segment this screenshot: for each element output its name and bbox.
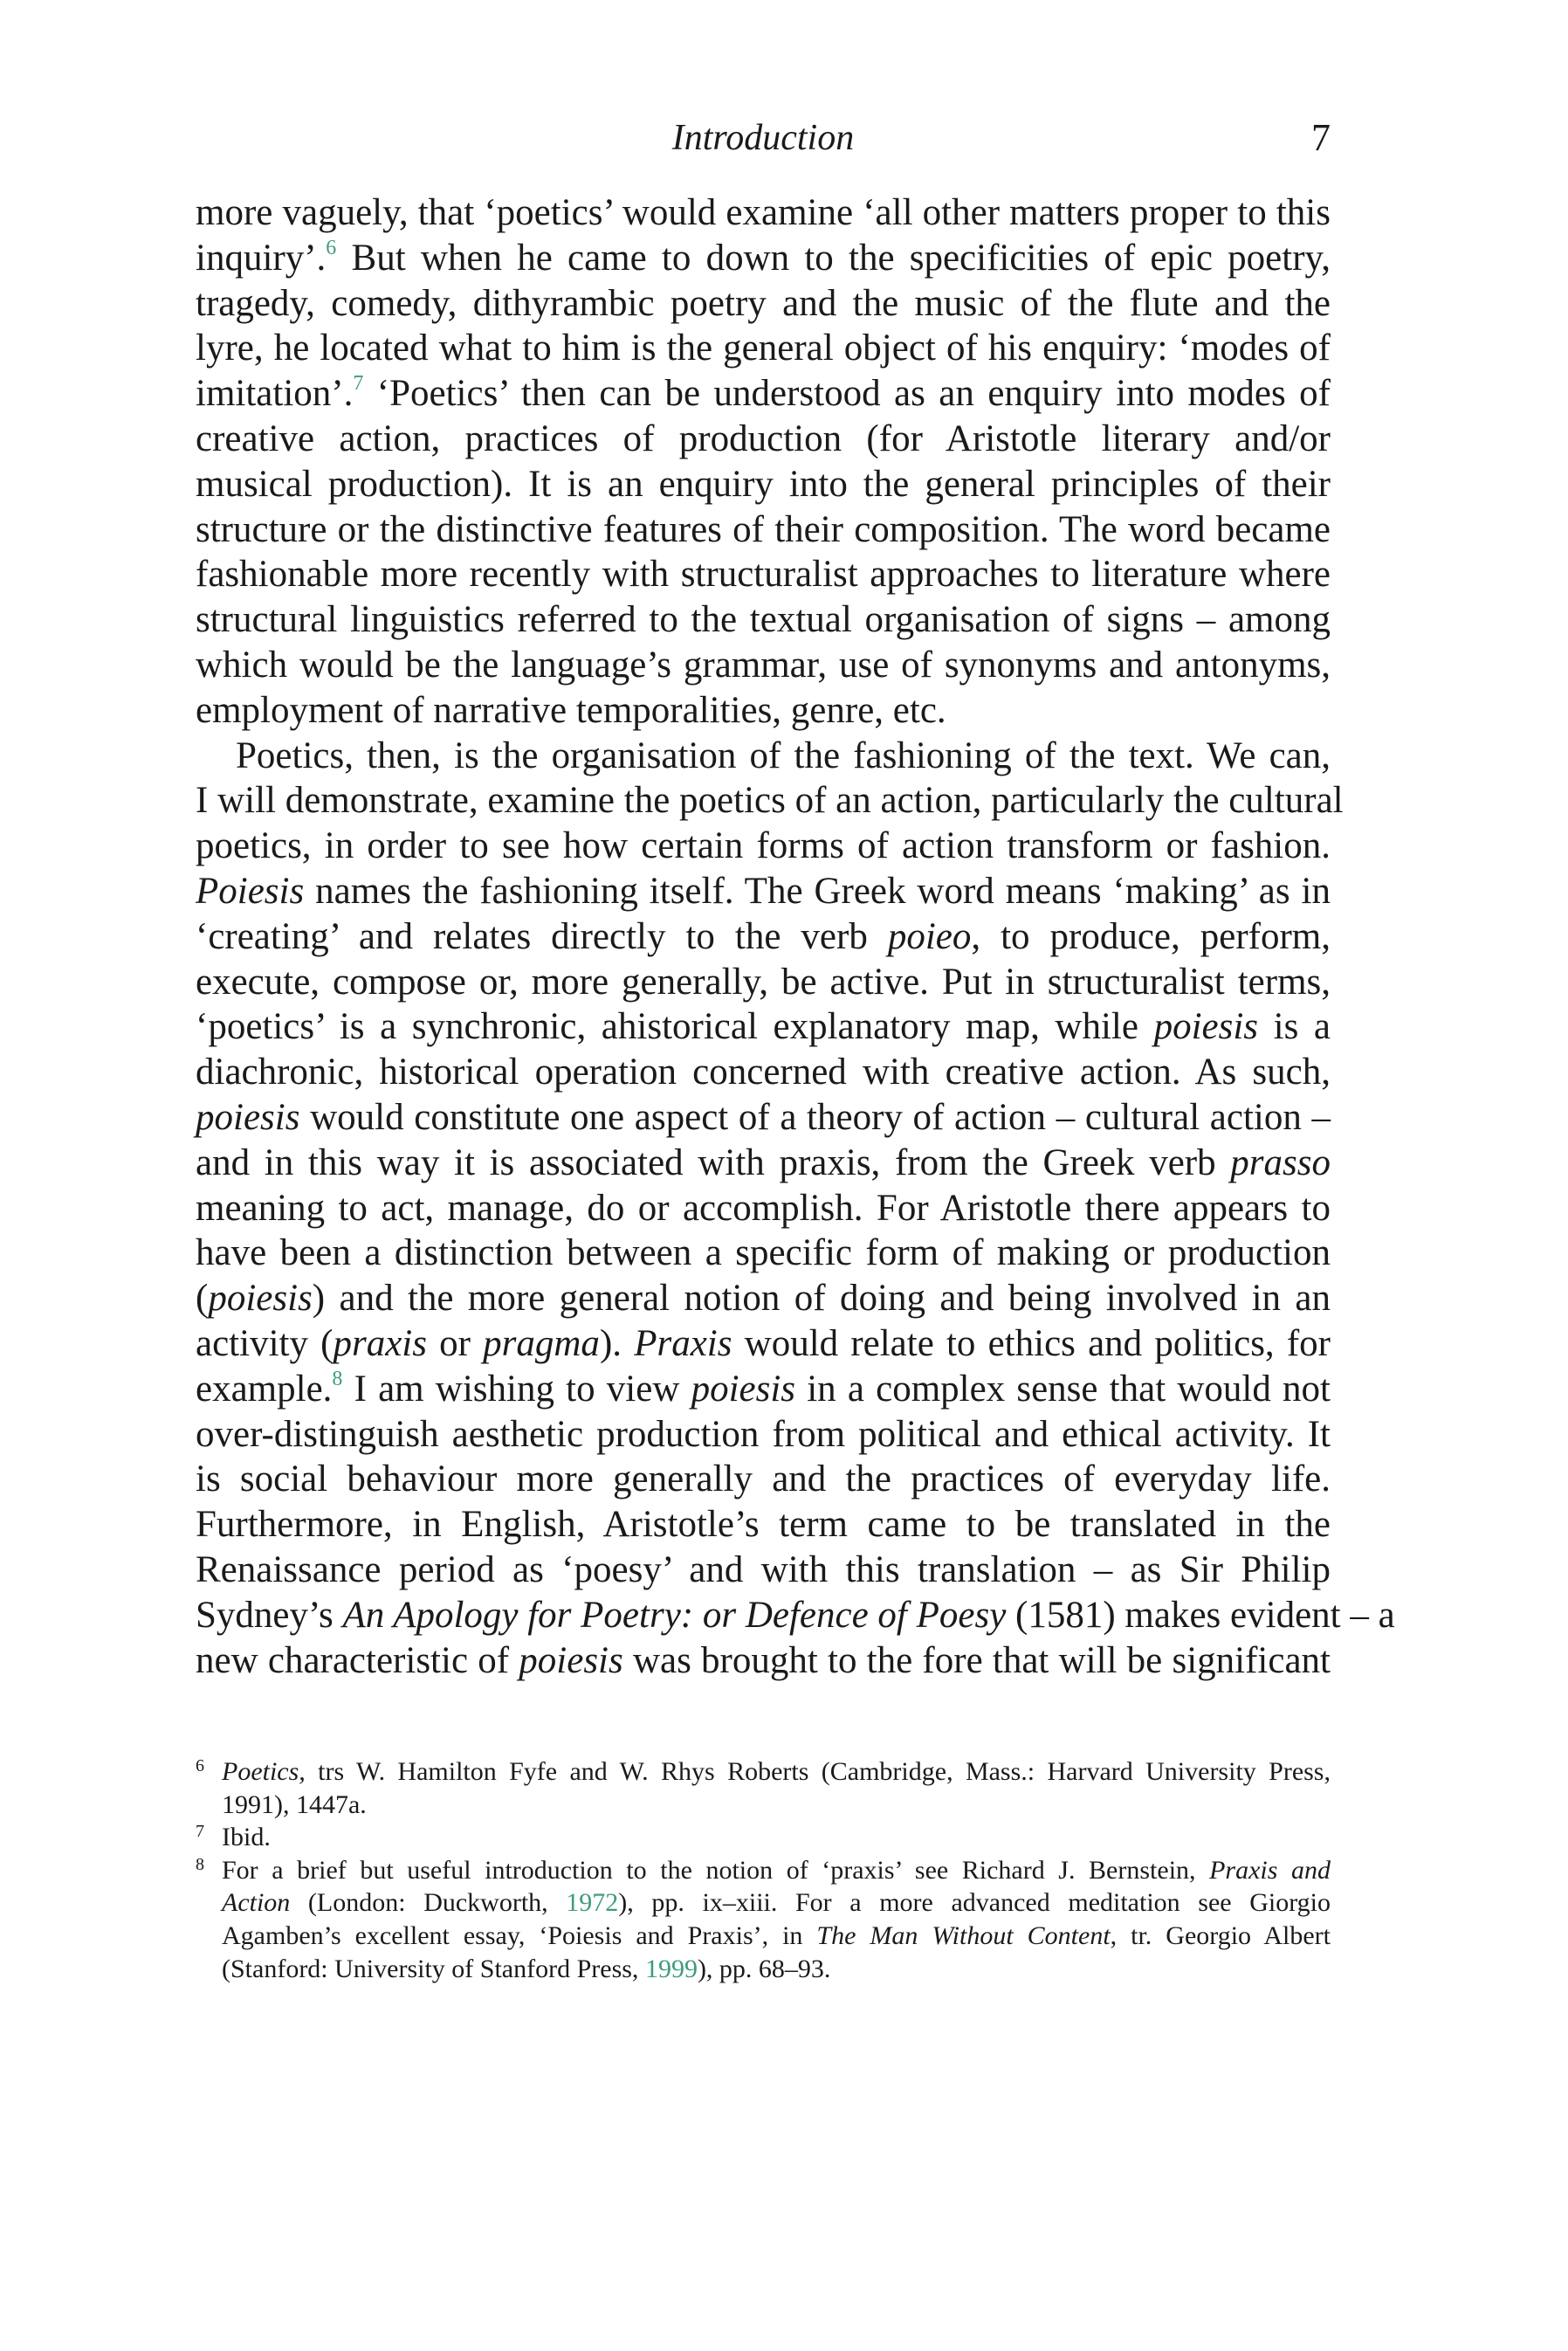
text-line: Poetics, then, is the organisation of the fashioning of the text. We can,	[236, 734, 1331, 776]
footnote-6: 6 Poetics, trs W. Hamilton Fyfe and W. Rhys Roberts (Cambridge, Mass.: Harvard University Press,	[196, 1756, 1331, 1786]
text-line: activity (praxis or pragma). Praxis would relate to ethics and politics, for	[196, 1322, 1331, 1364]
text-line: more vaguely, that ‘poetics’ would examine ‘all other matters proper to this	[196, 192, 1331, 233]
text-line: structure or the distinctive features of their composition. The word became	[196, 508, 1331, 550]
note-ref-7[interactable]: 7	[353, 372, 364, 396]
text-line: new characteristic of poiesis was brought to the fore that will be significant	[196, 1639, 1331, 1681]
body-text	[196, 190, 1395, 1683]
text-line: execute, compose or, more generally, be active. Put in structuralist terms,	[196, 961, 1331, 1003]
footnote-8-cont: (Stanford: University of Stanford Press, 1999), pp. 68–93.	[222, 1954, 831, 1983]
note-ref-6[interactable]: 6	[326, 236, 337, 259]
running-head	[196, 112, 1331, 164]
text-line: (poiesis) and the more general notion of doing and being involved in an	[196, 1278, 1331, 1320]
footnote-7: 7 Ibid.	[196, 1822, 271, 1852]
text-line: and in this way it is associated with praxis, from the Greek verb prasso	[196, 1141, 1331, 1183]
note-ref-8[interactable]: 8	[332, 1367, 343, 1390]
footnote-8-cont: Agamben’s excellent essay, ‘Poiesis and Praxis’, in The Man Without Content, tr. Georgio Albert	[222, 1920, 1331, 1950]
text-line: is social behaviour more generally and the practices of everyday life.	[196, 1458, 1331, 1500]
text-line: I will demonstrate, examine the poetics of an action, particularly the cultural	[196, 780, 1344, 822]
footnotes	[196, 1755, 1331, 1985]
footnote-6-cont: 1991), 1447a.	[222, 1789, 367, 1819]
text-line: Poiesis names the fashioning itself. The Greek word means ‘making’ as in	[196, 870, 1331, 912]
text-line: diachronic, historical operation concerned with creative action. As such,	[196, 1051, 1331, 1093]
year-link-1999[interactable]: 1999	[644, 1954, 698, 1983]
text-line: over-distinguish aesthetic production from political and ethical activity. It	[196, 1413, 1331, 1455]
text-line: which would be the language’s grammar, use of synonyms and antonyms,	[196, 644, 1331, 686]
footnote-8: 8 For a brief but useful introduction to the notion of ‘praxis’ see Richard J. Bernstein, Praxis and	[196, 1854, 1331, 1885]
text-line: tragedy, comedy, dithyrambic poetry and the music of the flute and the	[196, 282, 1331, 324]
text-line: inquiry’.$^6$ But when he came to down to the specificities of epic poetry,	[196, 236, 1331, 279]
text-line: fashionable more recently with structuralist approaches to literature where	[196, 554, 1331, 596]
text-line: have been a distinction between a specific form of making or production	[196, 1232, 1331, 1274]
text-line: musical production). It is an enquiry into the general principles of their	[196, 463, 1331, 505]
text-line: creative action, practices of production (for Aristotle literary and/or	[196, 417, 1331, 459]
text-line: ‘creating’ and relates directly to the verb poieo, to produce, perform,	[196, 915, 1331, 957]
year-link-1972[interactable]: 1972	[566, 1888, 619, 1918]
text-line: poiesis would constitute one aspect of a theory of action – cultural action –	[196, 1096, 1331, 1138]
text-line: employment of narrative temporalities, genre, etc.	[196, 689, 946, 731]
text-line: poetics, in order to see how certain forms of action transform or fashion.	[196, 825, 1331, 867]
footnote-8-cont: Action (London: Duckworth, 1972), pp. ix–xiii. For a more advanced meditation see Giorgio	[222, 1888, 1331, 1918]
text-line: structural linguistics referred to the textual organisation of signs – among	[196, 599, 1331, 641]
running-title: Introduction	[671, 118, 855, 158]
text-line: Renaissance period as ‘poesy’ and with this translation – as Sir Philip	[196, 1548, 1331, 1590]
text-line: ‘poetics’ is a synchronic, ahistorical explanatory map, while poiesis is a	[196, 1006, 1331, 1048]
text-line: Sydney’s An Apology for Poetry: or Defence of Poesy (1581) makes evident – a	[196, 1594, 1395, 1636]
text-line: meaning to act, manage, do or accomplish. For Aristotle there appears to	[196, 1187, 1331, 1229]
text-line: Furthermore, in English, Aristotle’s term came to be translated in the	[196, 1504, 1331, 1546]
text-line: lyre, he located what to him is the general object of his enquiry: ‘modes of	[196, 327, 1331, 369]
page-number: 7	[1311, 116, 1331, 159]
text-line: imitation’.$^7$ ‘Poetics’ then can be understood as an enquiry into modes of	[196, 372, 1331, 415]
text-line: example.$^8$ I am wishing to view poiesis in a complex sense that would not	[196, 1367, 1331, 1410]
